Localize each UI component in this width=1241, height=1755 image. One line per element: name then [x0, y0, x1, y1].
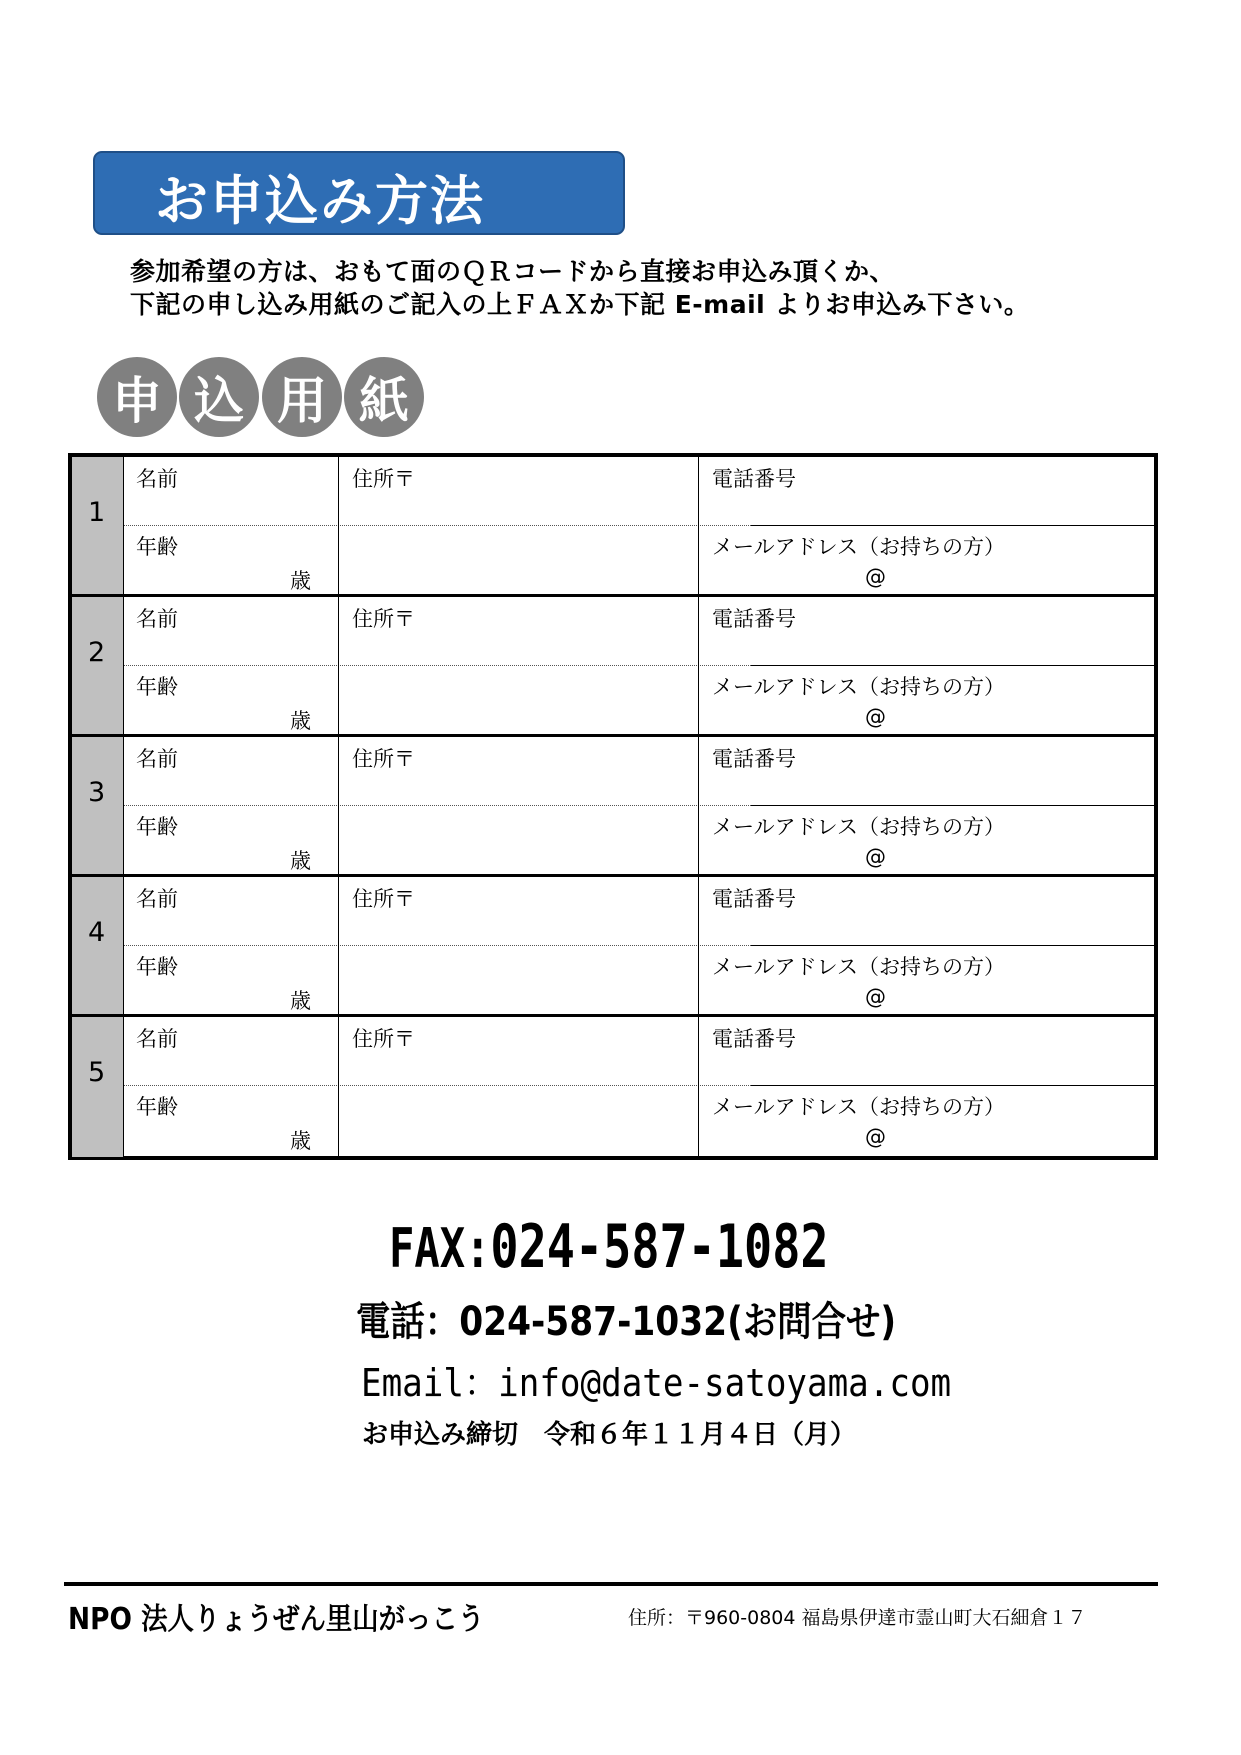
form-entry: [72, 737, 1154, 877]
entry-number: 3: [88, 777, 106, 808]
column-divider: [338, 457, 339, 594]
organization-name: NPO 法人りょうぜん里山がっこう: [68, 1602, 485, 1637]
fax-number: 024-587-1082: [490, 1212, 829, 1282]
age-unit: 歳: [290, 849, 311, 873]
phone-number: 024-587-1032(お問合せ): [459, 1299, 897, 1345]
section-header-banner: [93, 151, 625, 235]
phone-line: [356, 1290, 896, 1347]
fax-label: FAX:: [389, 1217, 491, 1280]
email-at-sign: @: [865, 1125, 886, 1149]
phone-field-label[interactable]: 電話番号: [712, 887, 796, 911]
age-field-label[interactable]: 年齢: [136, 535, 178, 559]
organization-address: 住所：〒960-0804 福島県伊達市霊山町大石細倉１７: [628, 1607, 1087, 1629]
row-divider: [124, 805, 751, 806]
form-title-char-1: 申: [97, 357, 177, 437]
row-divider: [751, 525, 1154, 526]
name-field-label[interactable]: 名前: [136, 467, 178, 491]
section-title: お申込み方法: [155, 171, 485, 232]
address-field-label[interactable]: 住所〒: [352, 747, 415, 771]
email-line: [361, 1352, 951, 1407]
email-field-label[interactable]: メールアドレス（お持ちの方）: [712, 675, 1005, 699]
phone-field-label[interactable]: 電話番号: [712, 467, 796, 491]
name-field-label[interactable]: 名前: [136, 1027, 178, 1051]
age-unit: 歳: [290, 569, 311, 593]
column-divider: [698, 877, 699, 1014]
entry-number-cell: [72, 457, 124, 594]
column-divider: [698, 597, 699, 734]
email-at-sign: @: [865, 705, 886, 729]
phone-field-label[interactable]: 電話番号: [712, 607, 796, 631]
form-entry: [72, 457, 1154, 597]
address-field-label[interactable]: 住所〒: [352, 607, 415, 631]
entry-number-cell: [72, 737, 124, 874]
column-divider: [338, 597, 339, 734]
form-title-char-4: 紙: [344, 357, 424, 437]
email-field-label[interactable]: メールアドレス（お持ちの方）: [712, 815, 1005, 839]
row-divider: [751, 805, 1154, 806]
row-divider: [751, 945, 1154, 946]
row-divider: [124, 525, 751, 526]
email-at-sign: @: [865, 845, 886, 869]
phone-field-label[interactable]: 電話番号: [712, 1027, 796, 1051]
column-divider: [338, 1017, 339, 1157]
email-field-label[interactable]: メールアドレス（お持ちの方）: [712, 535, 1005, 559]
phone-label: 電話：: [356, 1299, 460, 1345]
address-field-label[interactable]: 住所〒: [352, 1027, 415, 1051]
address-field-label[interactable]: 住所〒: [352, 887, 415, 911]
intro-line-2: 下記の申し込み用紙のご記入の上ＦＡＸか下記 E-mail よりお申込み下さい。: [130, 290, 1030, 319]
column-divider: [698, 457, 699, 594]
row-divider: [124, 665, 751, 666]
email-field-label[interactable]: メールアドレス（お持ちの方）: [712, 955, 1005, 979]
row-divider: [751, 665, 1154, 666]
email-at-sign: @: [865, 985, 886, 1009]
name-field-label[interactable]: 名前: [136, 887, 178, 911]
row-divider: [124, 945, 751, 946]
form-entry: [72, 877, 1154, 1017]
column-divider: [698, 1017, 699, 1157]
entry-number-cell: [72, 1017, 124, 1157]
row-divider: [124, 1085, 751, 1086]
form-title-char-3: 用: [262, 357, 342, 437]
age-field-label[interactable]: 年齢: [136, 955, 178, 979]
fax-line: [389, 1212, 829, 1282]
email-label: Email：: [361, 1361, 499, 1405]
entry-number-cell: [72, 877, 124, 1014]
name-field-label[interactable]: 名前: [136, 747, 178, 771]
entry-number: 5: [88, 1057, 106, 1088]
age-unit: 歳: [290, 989, 311, 1013]
row-divider: [751, 1085, 1154, 1086]
age-unit: 歳: [290, 709, 311, 733]
email-field-label[interactable]: メールアドレス（お持ちの方）: [712, 1095, 1005, 1119]
column-divider: [338, 877, 339, 1014]
age-field-label[interactable]: 年齢: [136, 675, 178, 699]
entry-number-cell: [72, 597, 124, 734]
entry-number: 2: [88, 637, 106, 668]
entry-number: 4: [88, 917, 106, 948]
phone-field-label[interactable]: 電話番号: [712, 747, 796, 771]
column-divider: [698, 737, 699, 874]
form-title-char-2: 込: [179, 357, 259, 437]
email-at-sign: @: [865, 565, 886, 589]
age-field-label[interactable]: 年齢: [136, 1095, 178, 1119]
application-deadline: お申込み締切 令和６年１１月４日（月）: [362, 1420, 857, 1450]
intro-line-1: 参加希望の方は、おもて面のＱＲコードから直接お申込み頂くか、: [130, 257, 896, 286]
name-field-label[interactable]: 名前: [136, 607, 178, 631]
column-divider: [338, 737, 339, 874]
address-field-label[interactable]: 住所〒: [352, 467, 415, 491]
form-entry: [72, 1017, 1154, 1157]
email-address[interactable]: info@date-satoyama.com: [498, 1361, 952, 1405]
age-unit: 歳: [290, 1129, 311, 1153]
application-form-table: [68, 453, 1158, 1160]
form-entry: [72, 597, 1154, 737]
age-field-label[interactable]: 年齢: [136, 815, 178, 839]
entry-number: 1: [88, 497, 106, 528]
footer-divider: [64, 1582, 1158, 1586]
